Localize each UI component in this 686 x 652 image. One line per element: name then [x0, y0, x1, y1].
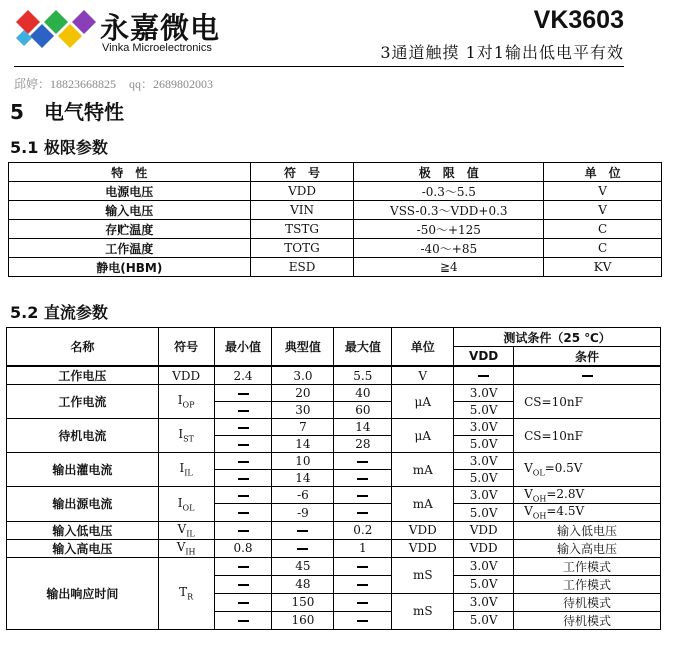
- dash-mark: [238, 584, 249, 586]
- param-condition: 待机模式: [514, 611, 661, 629]
- param-name: 输出源电流: [7, 487, 159, 522]
- table-row: [7, 521, 661, 539]
- dash-mark: [357, 461, 368, 463]
- table-header-row: [7, 328, 661, 347]
- dash-mark: [297, 530, 308, 532]
- col-header-condition: 条件: [514, 347, 661, 367]
- param-typ: 20: [272, 385, 334, 402]
- limit-cell: -40～+85: [354, 239, 544, 258]
- param-vdd: 3.0V: [454, 487, 514, 504]
- param-min-empty: [214, 557, 272, 575]
- param-max-empty: [334, 470, 392, 487]
- table-row: [7, 487, 661, 504]
- col-header-vdd: VDD: [454, 347, 514, 367]
- param-cond-empty: [514, 366, 661, 385]
- product-subtitle: 3通道触摸 1对1输出低电平有效: [380, 43, 624, 62]
- param-vdd: 5.0V: [454, 611, 514, 629]
- param-condition: 工作模式: [514, 557, 661, 575]
- abs-max-table: [8, 162, 662, 277]
- unit-cell: C: [544, 220, 662, 239]
- dash-mark: [238, 566, 249, 568]
- param-typ: 150: [272, 593, 334, 611]
- param-condition: 待机模式: [514, 593, 661, 611]
- param-min: 0.8: [214, 539, 272, 557]
- dash-mark: [238, 393, 249, 395]
- param-vdd: VDD: [454, 521, 514, 539]
- param-typ-empty: [272, 539, 334, 557]
- symbol-cell: VIN: [250, 201, 354, 220]
- table-row: [7, 453, 661, 470]
- property-cell: 存贮温度: [9, 220, 251, 239]
- param-unit: μA: [392, 419, 454, 453]
- param-max-empty: [334, 504, 392, 521]
- param-name: 输入高电压: [7, 539, 159, 557]
- param-min-empty: [214, 593, 272, 611]
- dash-mark: [357, 566, 368, 568]
- param-max-empty: [334, 487, 392, 504]
- dash-mark: [238, 444, 249, 446]
- param-typ: 7: [272, 419, 334, 436]
- col-header-test-conditions: 测试条件（25 ℃）: [454, 328, 661, 347]
- property-cell: 工作温度: [9, 239, 251, 258]
- brand-name-cn: 永嘉微电: [100, 11, 221, 45]
- param-vdd: 5.0V: [454, 504, 514, 521]
- param-vdd: 3.0V: [454, 385, 514, 402]
- param-unit: mA: [392, 453, 454, 487]
- param-unit: mA: [392, 487, 454, 522]
- param-condition: CS=10nF: [514, 419, 661, 453]
- param-min-empty: [214, 504, 272, 521]
- col-header-max: 最大值: [334, 328, 392, 367]
- param-condition: 工作模式: [514, 575, 661, 593]
- param-condition: CS=10nF: [514, 385, 661, 419]
- param-name: 输出灌电流: [7, 453, 159, 487]
- param-min-empty: [214, 611, 272, 629]
- param-max-empty: [334, 593, 392, 611]
- param-symbol: $I_{ST}$: [158, 419, 214, 453]
- symbol-cell: TOTG: [250, 239, 354, 258]
- param-vdd: VDD: [454, 539, 514, 557]
- dash-mark: [238, 461, 249, 463]
- dash-mark: [238, 427, 249, 429]
- param-typ: -9: [272, 504, 334, 521]
- unit-cell: V: [544, 182, 662, 201]
- param-min-empty: [214, 402, 272, 419]
- unit-cell: C: [544, 239, 662, 258]
- dash-mark: [238, 530, 249, 532]
- param-vdd: 5.0V: [454, 436, 514, 453]
- unit-cell: V: [544, 201, 662, 220]
- param-min-empty: [214, 487, 272, 504]
- table-row: [9, 182, 662, 201]
- param-max: 60: [334, 402, 392, 419]
- brand-name-en: Vinka Microelectronics: [102, 42, 212, 54]
- vinka-logo: [14, 8, 98, 56]
- param-vdd: 5.0V: [454, 575, 514, 593]
- col-header-unit: 单 位: [544, 163, 662, 182]
- param-min-empty: [214, 385, 272, 402]
- param-max: 14: [334, 419, 392, 436]
- dash-mark: [238, 495, 249, 497]
- param-vdd: 3.0V: [454, 593, 514, 611]
- limit-cell: ≧4: [354, 258, 544, 277]
- col-header-symbol: 符号: [158, 328, 214, 367]
- param-typ: 30: [272, 402, 334, 419]
- section-heading: [10, 96, 124, 125]
- contact-qq: qq：2689802003: [129, 77, 214, 91]
- param-typ: 10: [272, 453, 334, 470]
- table-header-row: [9, 163, 662, 182]
- table-row: [7, 385, 661, 402]
- param-min-empty: [214, 453, 272, 470]
- param-vdd: 5.0V: [454, 402, 514, 419]
- dash-mark: [238, 410, 249, 412]
- dc-table: [6, 327, 661, 630]
- limit-cell: -50～+125: [354, 220, 544, 239]
- param-max: 1: [334, 539, 392, 557]
- table-row: [9, 239, 662, 258]
- table-row: [7, 419, 661, 436]
- table-row: [7, 557, 661, 575]
- table-row: [9, 201, 662, 220]
- param-min-empty: [214, 419, 272, 436]
- param-min: 2.4: [214, 366, 272, 385]
- param-symbol: $V_{IL}$: [158, 521, 214, 539]
- param-vdd: 5.0V: [454, 470, 514, 487]
- param-max-empty: [334, 611, 392, 629]
- part-number: VK3603: [533, 6, 624, 34]
- dash-mark: [478, 375, 489, 377]
- param-min-empty: [214, 521, 272, 539]
- param-min-empty: [214, 470, 272, 487]
- property-cell: 电源电压: [9, 182, 251, 201]
- param-vdd: 3.0V: [454, 453, 514, 470]
- logo-diamond-cyan: [16, 30, 32, 46]
- param-max: 40: [334, 385, 392, 402]
- param-typ-empty: [272, 521, 334, 539]
- param-vdd: 3.0V: [454, 419, 514, 436]
- param-max-empty: [334, 575, 392, 593]
- dash-mark: [238, 602, 249, 604]
- param-typ: 45: [272, 557, 334, 575]
- param-max: 0.2: [334, 521, 392, 539]
- param-unit: mS: [392, 557, 454, 593]
- property-cell: 静电(HBM): [9, 258, 251, 277]
- param-symbol: $T_R$: [158, 557, 214, 629]
- param-typ: 14: [272, 470, 334, 487]
- param-max: 28: [334, 436, 392, 453]
- param-typ: 160: [272, 611, 334, 629]
- dash-mark: [238, 478, 249, 480]
- param-symbol: $I_{OL}$: [158, 487, 214, 522]
- dash-mark: [238, 512, 249, 514]
- param-max-empty: [334, 453, 392, 470]
- param-typ: 48: [272, 575, 334, 593]
- dash-mark: [357, 495, 368, 497]
- param-symbol: $V_{IH}$: [158, 539, 214, 557]
- col-header-symbol: 符 号: [250, 163, 354, 182]
- param-unit: V: [392, 366, 454, 385]
- param-name: 工作电流: [7, 385, 159, 419]
- param-condition: 输入高电压: [514, 539, 661, 557]
- param-name: 工作电压: [7, 366, 159, 385]
- param-condition: $V_{OH}=4.5V$: [514, 504, 661, 521]
- limit-cell: VSS-0.3～VDD+0.3: [354, 201, 544, 220]
- col-header-typ: 典型值: [272, 328, 334, 367]
- param-vdd-empty: [454, 366, 514, 385]
- col-header-name: 名称: [7, 328, 159, 367]
- param-name: 待机电流: [7, 419, 159, 453]
- contact-name-phone: 邱婷：18823668825: [14, 77, 117, 91]
- col-header-limit: 极 限 值: [354, 163, 544, 182]
- dash-mark: [582, 375, 593, 377]
- param-unit: VDD: [392, 539, 454, 557]
- dash-mark: [357, 478, 368, 480]
- table-row: [9, 258, 662, 277]
- abs-max-heading: 5.1 极限参数: [10, 138, 108, 157]
- col-header-min: 最小值: [214, 328, 272, 367]
- param-typ: 14: [272, 436, 334, 453]
- col-header-property: 特 性: [9, 163, 251, 182]
- param-unit: μA: [392, 385, 454, 419]
- contact-watermark: [14, 75, 223, 92]
- param-condition: $V_{OH}=2.8V$: [514, 487, 661, 504]
- dash-mark: [357, 512, 368, 514]
- section-title: 电气特性: [44, 100, 124, 124]
- dc-heading: 5.2 直流参数: [10, 303, 108, 322]
- param-symbol: VDD: [158, 366, 214, 385]
- dash-mark: [297, 548, 308, 550]
- param-symbol: $I_{OP}$: [158, 385, 214, 419]
- col-header-unit: 单位: [392, 328, 454, 367]
- symbol-cell: VDD: [250, 182, 354, 201]
- param-name: 输出响应时间: [7, 557, 159, 629]
- param-vdd: 3.0V: [454, 557, 514, 575]
- table-row: [7, 539, 661, 557]
- param-max: 5.5: [334, 366, 392, 385]
- table-row: [7, 366, 661, 385]
- unit-cell: KV: [544, 258, 662, 277]
- param-max-empty: [334, 557, 392, 575]
- property-cell: 输入电压: [9, 201, 251, 220]
- param-symbol: $I_{IL}$: [158, 453, 214, 487]
- dash-mark: [357, 620, 368, 622]
- param-min-empty: [214, 575, 272, 593]
- symbol-cell: TSTG: [250, 220, 354, 239]
- table-row: [9, 220, 662, 239]
- symbol-cell: ESD: [250, 258, 354, 277]
- param-unit: VDD: [392, 521, 454, 539]
- param-name: 输入低电压: [7, 521, 159, 539]
- param-condition: 输入低电压: [514, 521, 661, 539]
- limit-cell: -0.3～5.5: [354, 182, 544, 201]
- param-unit: mS: [392, 593, 454, 629]
- dash-mark: [357, 584, 368, 586]
- dash-mark: [357, 602, 368, 604]
- param-typ: 3.0: [272, 366, 334, 385]
- param-min-empty: [214, 436, 272, 453]
- header-divider: [14, 66, 624, 67]
- param-typ: -6: [272, 487, 334, 504]
- param-condition: $V_{OL}=0.5V$: [514, 453, 661, 487]
- dash-mark: [238, 620, 249, 622]
- section-number: 5: [10, 100, 24, 124]
